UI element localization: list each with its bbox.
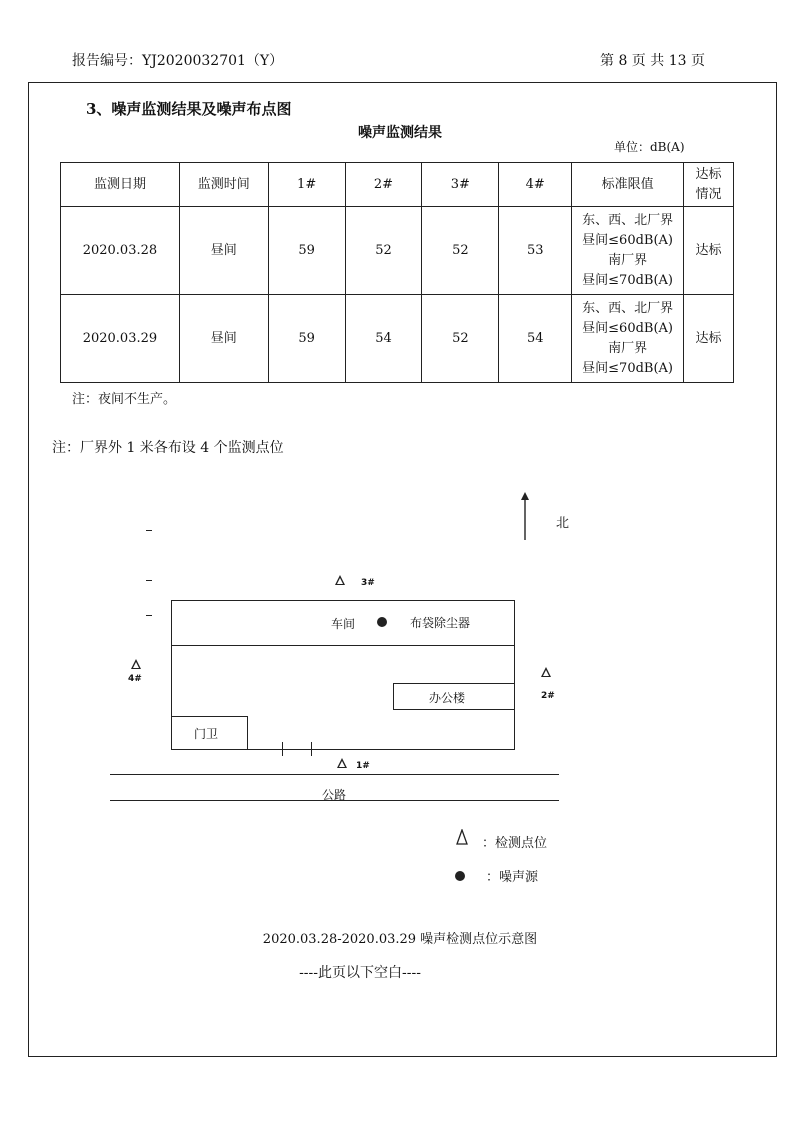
row-date: 2020.03.28 <box>61 207 180 295</box>
row-date: 2020.03.29 <box>61 295 180 383</box>
point-1-label: 1# <box>356 761 370 771</box>
north-label: 北 <box>556 516 570 531</box>
row-standard <box>572 207 684 295</box>
legend-source-icon <box>454 870 466 882</box>
standard-line: 昼间≤70dB(A) <box>582 272 673 288</box>
road-line-bottom <box>110 800 559 801</box>
north-arrow-icon <box>518 492 532 542</box>
note-points: 注：厂界外 1 米各布设 4 个监测点位 <box>52 440 284 456</box>
standard-line: 东、西、北厂界 <box>582 212 674 228</box>
road-label: 公路 <box>322 788 347 802</box>
row-p2: 54 <box>345 295 422 383</box>
standard-line: 东、西、北厂界 <box>582 300 674 316</box>
row-p4: 54 <box>499 295 572 383</box>
gate-mark <box>311 742 312 756</box>
row-p1: 59 <box>268 207 345 295</box>
point-2-label: 2# <box>541 691 555 701</box>
report-number: 报告编号：YJ2020032701（Y） <box>72 53 284 69</box>
header-p2: 2# <box>345 163 422 207</box>
header-result <box>684 163 734 207</box>
standard-line: 昼间≤60dB(A) <box>582 232 673 248</box>
section-title: 3、噪声监测结果及噪声布点图 <box>86 100 292 118</box>
standard-line: 南厂界 <box>608 252 648 268</box>
point-4-label: 4# <box>128 674 142 684</box>
office-label: 办公楼 <box>429 691 466 705</box>
row-p3: 52 <box>422 207 499 295</box>
gate-mark <box>282 742 283 756</box>
header-p3: 3# <box>422 163 499 207</box>
standard-line: 南厂界 <box>608 340 648 356</box>
header-date: 监测日期 <box>61 163 180 207</box>
dust-collector-label: 布袋除尘器 <box>410 616 471 630</box>
blank-note: ----此页以下空白---- <box>299 965 421 981</box>
page-info: 第 8 页 共 13 页 <box>600 53 705 69</box>
workshop-label: 车间 <box>331 617 356 631</box>
point-3-label: 3# <box>361 578 375 588</box>
row-p3: 52 <box>422 295 499 383</box>
guard-label: 门卫 <box>194 727 219 741</box>
noise-source-icon <box>376 616 388 628</box>
legend-point-label: ：检测点位 <box>482 836 548 851</box>
row-p1: 59 <box>268 295 345 383</box>
row-result: 达标 <box>684 295 734 383</box>
boundary-tick <box>146 530 152 531</box>
monitoring-point-icon <box>541 667 551 677</box>
row-time: 昼间 <box>179 207 268 295</box>
row-p4: 53 <box>499 207 572 295</box>
header-standard: 标准限值 <box>572 163 684 207</box>
table-row <box>61 207 734 295</box>
monitoring-point-icon <box>337 758 347 768</box>
boundary-tick <box>146 615 152 616</box>
diagram-caption: 2020.03.28-2020.03.29 噪声检测点位示意图 <box>262 932 538 947</box>
row-p2: 52 <box>345 207 422 295</box>
header-p1: 1# <box>268 163 345 207</box>
header-result-text: 达标情况 <box>695 166 722 202</box>
noise-results-table <box>60 162 734 383</box>
table-header-row <box>61 163 734 207</box>
monitoring-point-icon <box>131 659 141 669</box>
row-time: 昼间 <box>179 295 268 383</box>
legend-source-label: ：噪声源 <box>486 870 539 885</box>
legend-point-icon <box>456 829 468 845</box>
unit-label: 单位：dB(A) <box>614 140 685 154</box>
standard-line: 昼间≤70dB(A) <box>582 360 673 376</box>
header-p4: 4# <box>499 163 572 207</box>
table-row <box>61 295 734 383</box>
standard-line: 昼间≤60dB(A) <box>582 320 673 336</box>
header-time: 监测时间 <box>179 163 268 207</box>
row-standard <box>572 295 684 383</box>
note-night: 注：夜间不生产。 <box>72 392 177 407</box>
road-line-top <box>110 774 559 775</box>
table-title: 噪声监测结果 <box>358 125 442 141</box>
monitoring-point-icon <box>335 575 345 585</box>
boundary-tick <box>146 580 152 581</box>
row-result: 达标 <box>684 207 734 295</box>
